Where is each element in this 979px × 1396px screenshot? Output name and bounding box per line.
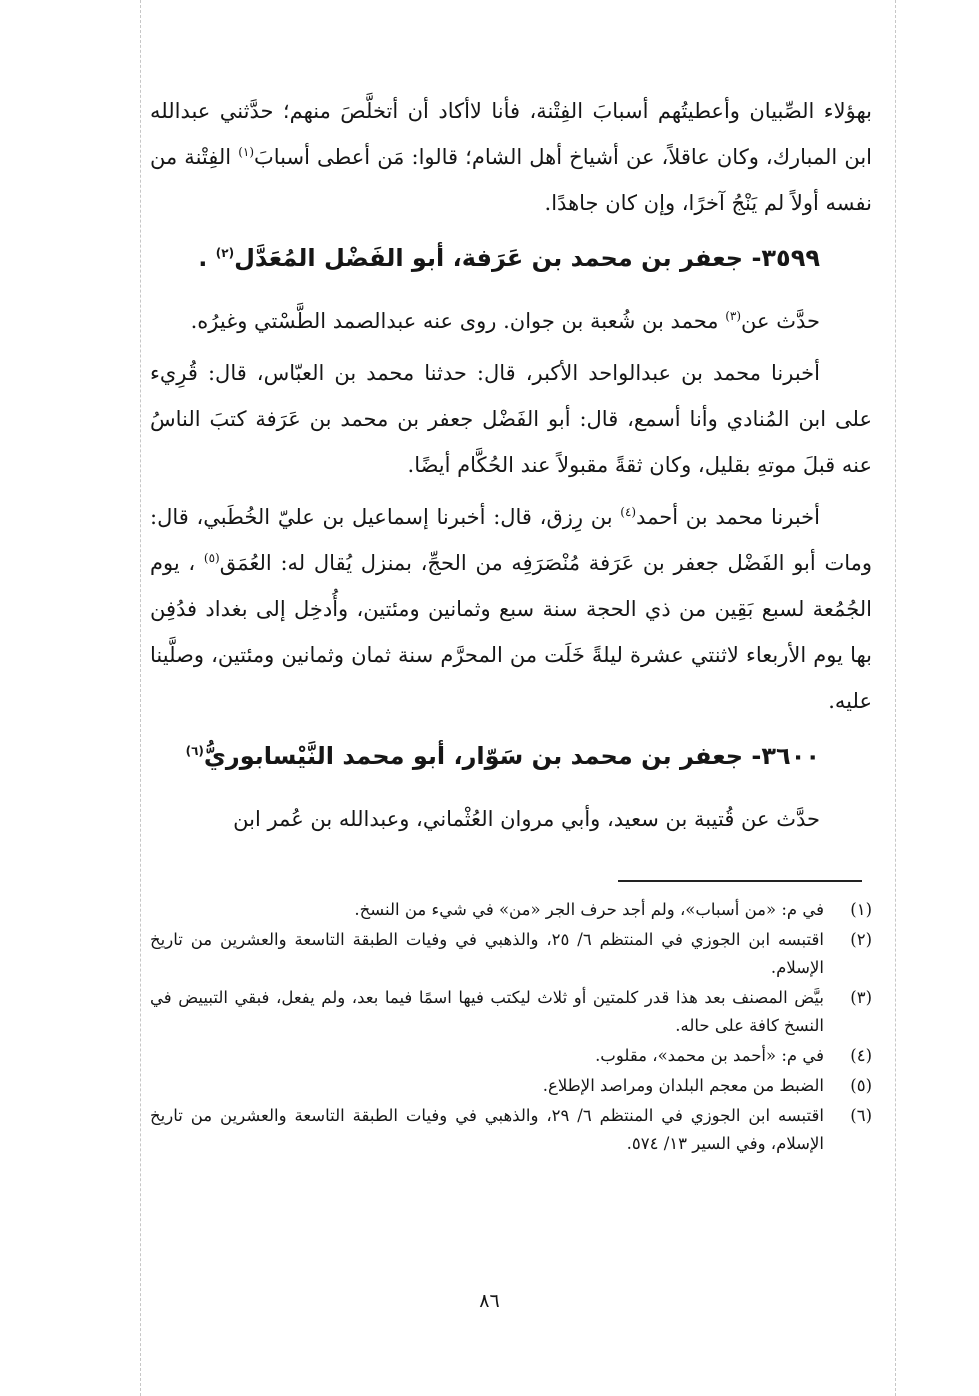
entry-3599-p1-b: محمد بن شُعبة بن جوان. روى عنه عبدالصمد الطَّسْتي وغيرُه. xyxy=(190,309,726,333)
footnote-ref-3: (٣) xyxy=(725,309,742,323)
entry-3599-p3-c: ، يوم الجُمُعة لسبع بَقِين من ذي الحجة سنة سبع وثمانين ومئتين، وأُدخِل إلى بغداد فدُفِن بها يوم الأربعاء لاثنتي عشرة ليلةً خَلَت من المحرَّم سنة ثمان وثمانين ومئتين، وصلَّينا عليه. xyxy=(150,551,872,713)
footnote-ref-1: (١) xyxy=(238,145,255,159)
footnote-number: (١) xyxy=(850,900,872,919)
footnote-number: (٢) xyxy=(850,930,872,949)
footnote-ref-5: (٥) xyxy=(203,551,220,565)
paragraph-intro-text-cont: الفِتْنة من نفسه أولاً لم يَنْجُ آخرًا، وإن كان جاهدًا. xyxy=(150,145,872,215)
entry-3599-paragraph-2: أخبرنا محمد بن عبدالواحد الأكبر، قال: حدثنا محمد بن العبّاس، قال: قُرِيء على ابن المُنادي وأنا أسمع، قال: أبو الفَضْل جعفر بن محمد بن عَرَفة كتبَ الناسُ عنه قبلَ موتهِ بقليل، وكان ثقةً مقبولاً عند الحُكَّام أيضًا. xyxy=(150,361,872,477)
entry-3599-heading xyxy=(150,232,872,284)
footnote-number: (٤) xyxy=(850,1046,872,1065)
footnote-ref-6: (٦) xyxy=(185,744,204,758)
entry-3600-heading xyxy=(150,730,872,782)
footnote-ref-2: (٢) xyxy=(215,246,235,260)
entry-3600-paragraph-1: حدَّث عن قُتيبة بن سعيد، وأبي مروان العُثْماني، وعبدالله بن عُمر ابن xyxy=(233,807,820,831)
entry-3599-p3-a: أخبرنا محمد بن أحمد xyxy=(636,505,820,529)
footnote-item xyxy=(150,926,872,982)
entry-3599-paragraph-1 xyxy=(150,298,872,344)
right-margin-guide xyxy=(895,0,896,1396)
paragraph-intro-text: بهؤلاء الصِّبيان وأعطيتُهم أسبابَ الفِتْنة، فأنا لاأكاد أن أتخلَّصَ منهم؛ حدَّثني عبدالله ابن المبارك، وكان عاقلاً، عن أشياخ أهل الشام؛ قالوا: مَن أعطى أسبابَ xyxy=(150,99,872,169)
footnote-number: (٥) xyxy=(850,1076,872,1095)
footnote-item xyxy=(150,1072,872,1100)
footnote-text: بيَّض المصنف بعد هذا قدر كلمتين أو ثلاث ليكتب فيها اسمًا فيما بعد، ولم يفعل، فبقي التبييض في النسخ كافة على حاله. xyxy=(150,988,824,1035)
entry-3599-p1-a: حدَّث عن xyxy=(741,309,820,333)
footnote-ref-4: (٤) xyxy=(620,505,637,519)
left-margin-guide xyxy=(140,0,141,1396)
footnote-text: في م: «أحمد بن محمد»، مقلوب. xyxy=(595,1046,824,1065)
page-number: ٨٦ xyxy=(479,1290,500,1312)
footnote-number: (٦) xyxy=(850,1106,872,1125)
footnote-item xyxy=(150,896,872,924)
footnote-text: اقتبسه ابن الجوزي في المنتظم ٦/ ٢٩، والذهبي في وفيات الطبقة التاسعة والعشرين من تاريخ الإسلام، وفي السير ١٣/ ٥٧٤. xyxy=(150,1106,824,1153)
entry-3599-paragraph-3 xyxy=(150,494,872,724)
footnote-number: (٣) xyxy=(850,988,872,1007)
entry-3599-p3-b: بن رِزق، قال: أخبرنا إسماعيل بن عليّ الخُطَبي، قال: ومات أبو الفَضْل جعفر بن عَرَفة مُنْصَرَفِه من الحجِّ، بمنزل يُقال له: العُمَق xyxy=(150,505,872,575)
footnote-item xyxy=(150,1102,872,1158)
footnote-text: الضبط من معجم البلدان ومراصد الإطلاع. xyxy=(542,1076,824,1095)
footnote-item xyxy=(150,1042,872,1070)
main-text xyxy=(150,88,872,848)
footnote-text: اقتبسه ابن الجوزي في المنتظم ٦/ ٢٥، والذهبي في وفيات الطبقة التاسعة والعشرين من تاريخ الإسلام. xyxy=(150,930,824,977)
entry-3599-title-end: . xyxy=(198,244,216,272)
paragraph-intro xyxy=(150,88,872,226)
footnote-text: في م: «من أسباب»، ولم أجد حرف الجر «من» في شيء من النسخ. xyxy=(354,900,824,919)
footnote-item xyxy=(150,984,872,1040)
entry-3600-title: ٣٦٠٠- جعفر بن محمد بن سَوّار، أبو محمد النَّيْسابوريُّ xyxy=(203,742,820,770)
footnotes xyxy=(150,896,872,1160)
footnote-separator xyxy=(618,880,862,882)
entry-3599-title: ٣٥٩٩- جعفر بن محمد بن عَرَفة، أبو الفَضْل المُعَدَّل xyxy=(234,244,820,272)
